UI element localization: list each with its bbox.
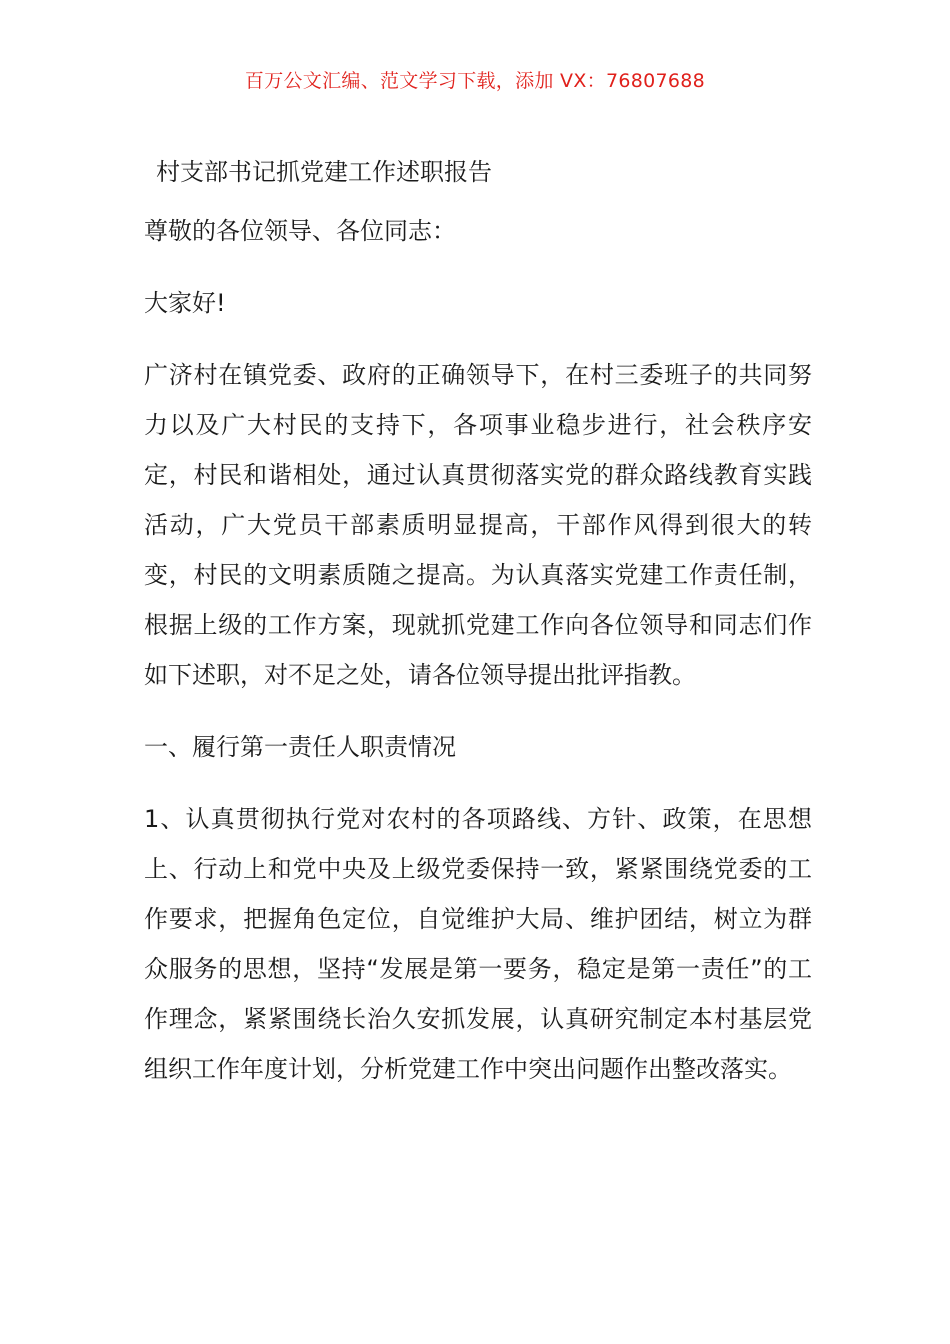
greeting: 大家好! — [144, 289, 226, 317]
intro-paragraph: 广济村在镇党委、政府的正确领导下，在村三委班子的共同努力以及广大村民的支持下，各项事业稳步进行，社会秩序安定，村民和谐相处，通过认真贯彻落实党的群众路线教育实践活动，广大党员干部素质明显提高，干部作风得到很大的转变，村民的文明素质随之提高。为认真落实党建工作责任制，根据上级的工作方案，现就抓党建工作向各位领导和同志们作如下述职，对不足之处，请各位领导提出批评指教。 — [144, 361, 812, 689]
watermark-header-text: 百万公文汇编、范文学习下载，添加 VX：76807688 — [244, 70, 706, 92]
document-title: 村支部书记抓党建工作述职报告 — [156, 158, 492, 186]
salutation: 尊敬的各位领导、各位同志： — [144, 217, 456, 245]
item-1-paragraph: 1、认真贯彻执行党对农村的各项路线、方针、政策，在思想上、行动上和党中央及上级党委保持一致，紧紧围绕党委的工作要求，把握角色定位，自觉维护大局、维护团结，树立为群众服务的思想，坚持“发展是第一要务，稳定是第一责任”的工作理念，紧紧围绕长治久安抓发展，认真研究制定本村基层党组织工作年度计划，分析党建工作中突出问题作出整改落实。 — [144, 805, 812, 1083]
section-heading-1: 一、履行第一责任人职责情况 — [144, 733, 456, 761]
document-body — [144, 152, 812, 1094]
